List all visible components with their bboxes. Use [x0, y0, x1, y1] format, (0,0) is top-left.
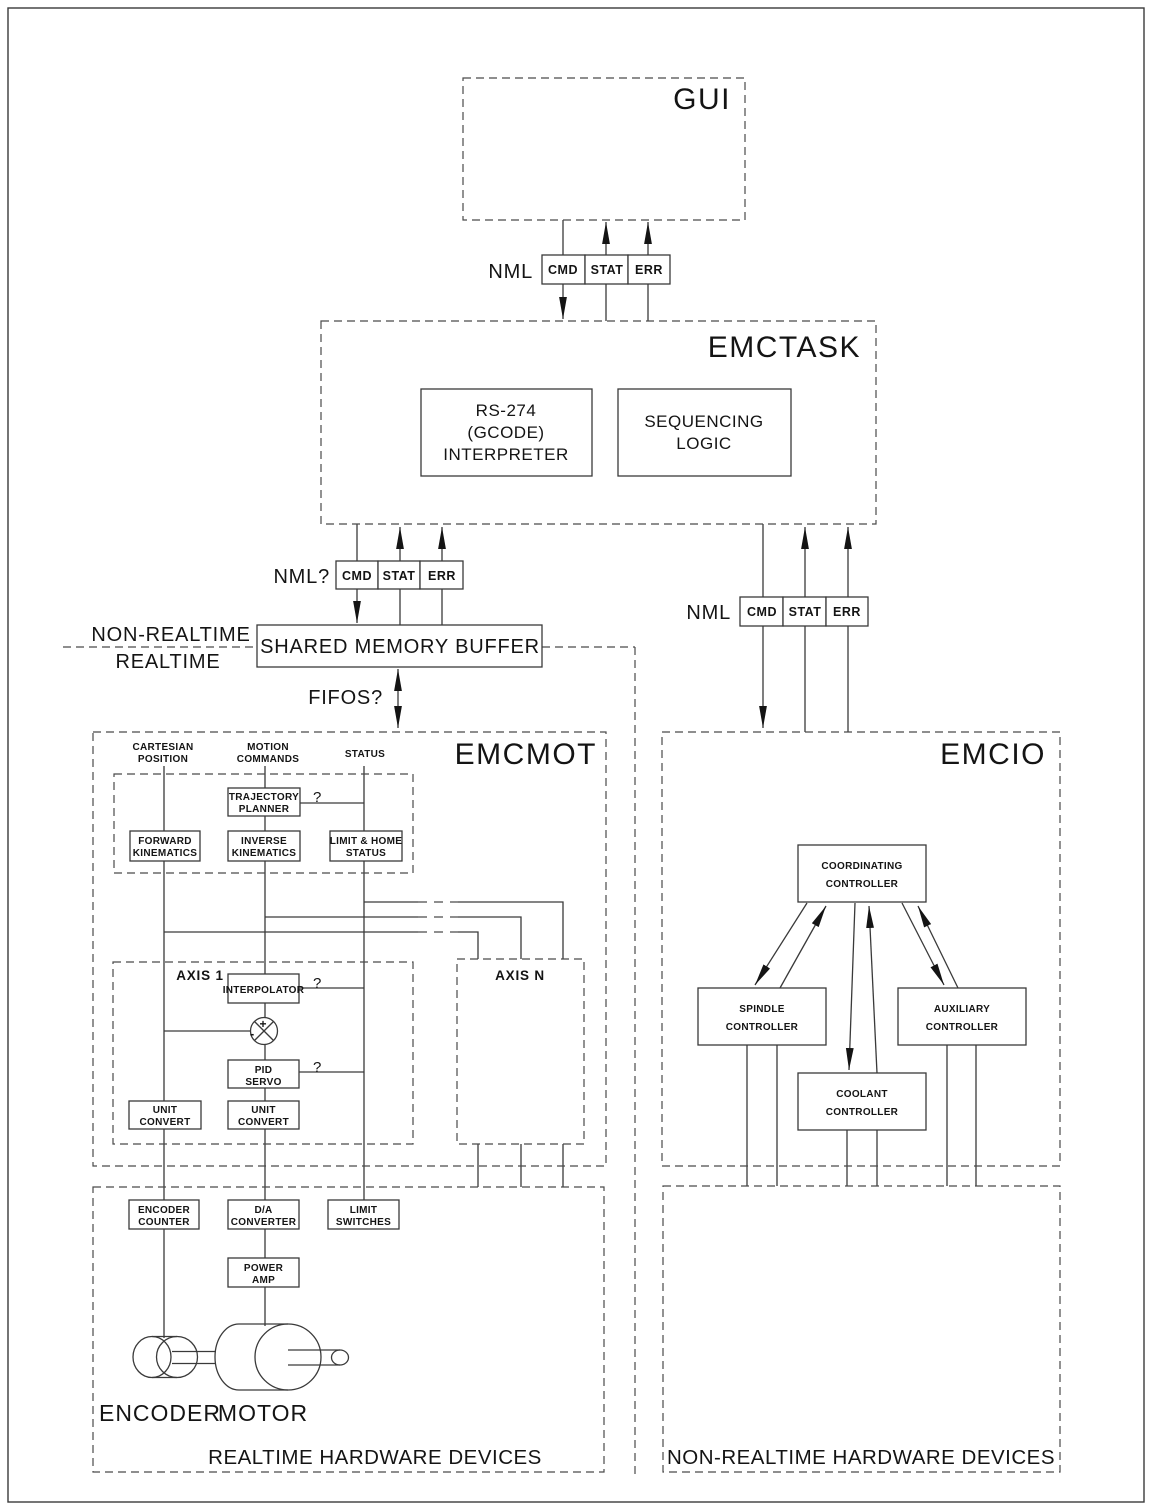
coordinating-controller-box	[798, 845, 926, 902]
sequencing-line1: SEQUENCING	[644, 412, 764, 431]
solid-boxes	[129, 255, 1026, 1287]
fifos-label: FIFOS?	[308, 687, 383, 709]
axisn-label: AXIS N	[495, 968, 545, 983]
motor-face-icon	[255, 1324, 321, 1390]
motor-shaft-end-icon	[332, 1350, 349, 1365]
auxiliary-controller-box	[898, 988, 1026, 1045]
axisn-box	[457, 959, 584, 1144]
interpolator-label: INTERPOLATOR	[222, 985, 305, 996]
question-pid: ?	[313, 1059, 322, 1076]
non-realtime-label: NON-REALTIME	[91, 624, 251, 646]
forward-line2: KINEMATICS	[132, 848, 198, 859]
da-converter-line2: CONVERTER	[230, 1217, 297, 1228]
arrow-coolant-to-coord	[869, 906, 877, 1073]
motor-label: MOTOR	[217, 1400, 309, 1426]
nml-right-err: ERR	[833, 605, 861, 619]
unit-convert-left-line2: CONVERT	[139, 1117, 191, 1128]
coordinating-line2: CONTROLLER	[825, 879, 899, 890]
limit-switches-line1: LIMIT	[349, 1205, 378, 1216]
summing-junction-icon	[250, 1017, 278, 1045]
interpreter-line2: (GCODE)	[467, 423, 545, 442]
power-amp-line1: POWER	[243, 1263, 284, 1274]
unit-convert-mid-line1: UNIT	[251, 1105, 276, 1116]
col-cartesian-line1: CARTESIAN	[132, 742, 194, 753]
interpreter-line3: INTERPRETER	[443, 445, 569, 464]
realtime-hardware-title: REALTIME HARDWARE DEVICES	[208, 1446, 542, 1469]
emcmot-title: EMCMOT	[454, 738, 597, 771]
nml-gui-cmd: CMD	[548, 263, 578, 277]
nml-mid-cmd: CMD	[342, 569, 372, 583]
nml-right-label: NML	[686, 602, 731, 624]
pid-line2: SERVO	[245, 1077, 282, 1088]
coolant-controller-box	[798, 1073, 926, 1130]
axis1-label: AXIS 1	[176, 968, 224, 983]
sequencing-line2: LOGIC	[676, 434, 732, 453]
col-cartesian-line2: POSITION	[137, 754, 189, 765]
axisn-link-dashed-gaps	[418, 902, 458, 932]
limit-home-line1: LIMIT & HOME	[329, 836, 403, 847]
inverse-line1: INVERSE	[240, 836, 288, 847]
realtime-label: REALTIME	[115, 651, 221, 673]
col-motion-line1: MOTION	[247, 742, 289, 753]
sum-plus-sign: +	[259, 1017, 267, 1031]
shared-memory-buffer-label: SHARED MEMORY BUFFER	[260, 636, 540, 658]
coolant-line1: COOLANT	[836, 1089, 888, 1100]
encoder-body-icon	[133, 1337, 171, 1378]
col-status-label: STATUS	[344, 749, 386, 760]
connector-lines	[164, 220, 976, 1338]
sequencing-logic-box	[618, 389, 791, 476]
inverse-line2: KINEMATICS	[231, 848, 297, 859]
coordinating-line1: COORDINATING	[821, 861, 903, 872]
da-converter-line1: D/A	[254, 1205, 273, 1216]
emctask-title: EMCTASK	[707, 331, 861, 364]
arrow-coord-to-coolant	[849, 903, 855, 1070]
auxiliary-line2: CONTROLLER	[925, 1022, 999, 1033]
auxiliary-line1: AUXILIARY	[933, 1004, 991, 1015]
power-amp-line2: AMP	[251, 1275, 276, 1286]
trajectory-line2: PLANNER	[238, 804, 290, 815]
nonrealtime-hardware-box	[663, 1186, 1060, 1472]
spindle-line2: CONTROLLER	[725, 1022, 799, 1033]
trajectory-line1: TRAJECTORY	[228, 792, 300, 803]
encoder-motor-drawing	[133, 1324, 349, 1390]
arrow-spindle-to-coord	[780, 906, 826, 988]
motor-body-icon	[215, 1324, 239, 1390]
limit-home-line2: STATUS	[345, 848, 387, 859]
interpreter-line1: RS-274	[475, 401, 537, 420]
limit-switches-line2: SWITCHES	[335, 1217, 392, 1228]
gui-title: GUI	[673, 83, 731, 116]
realtime-divider	[63, 647, 635, 1478]
encoder-label: ENCODER	[98, 1400, 222, 1426]
encoder-face-icon	[157, 1337, 198, 1378]
unit-convert-left-line1: UNIT	[152, 1105, 178, 1116]
forward-line1: FORWARD	[138, 836, 192, 847]
unit-convert-mid-line2: CONVERT	[238, 1117, 289, 1128]
nml-right-stat: STAT	[788, 605, 822, 619]
nonrealtime-hardware-title: NON-REALTIME HARDWARE DEVICES	[666, 1446, 1056, 1469]
nml-right-cmd: CMD	[747, 605, 777, 619]
encoder-counter-line1: ENCODER	[137, 1205, 191, 1216]
nml-gui-label: NML	[488, 261, 533, 283]
sum-minus-sign: -	[249, 1026, 255, 1041]
nml-mid-label: NML?	[273, 566, 330, 588]
spindle-line1: SPINDLE	[739, 1004, 785, 1015]
spindle-controller-box	[698, 988, 826, 1045]
question-trajectory: ?	[313, 789, 322, 806]
col-motion-line2: COMMANDS	[236, 754, 300, 765]
question-interpolator: ?	[313, 975, 322, 992]
arrow-coord-to-spindle	[755, 903, 807, 985]
coolant-line2: CONTROLLER	[825, 1107, 899, 1118]
nml-gui-err: ERR	[635, 263, 663, 277]
pid-line1: PID	[254, 1065, 273, 1076]
nml-gui-stat: STAT	[590, 263, 624, 277]
encoder-counter-line2: COUNTER	[138, 1217, 190, 1228]
nml-mid-stat: STAT	[382, 569, 416, 583]
emcio-title: EMCIO	[940, 738, 1046, 771]
nml-mid-err: ERR	[428, 569, 456, 583]
realtime-hardware-box	[93, 1187, 604, 1472]
